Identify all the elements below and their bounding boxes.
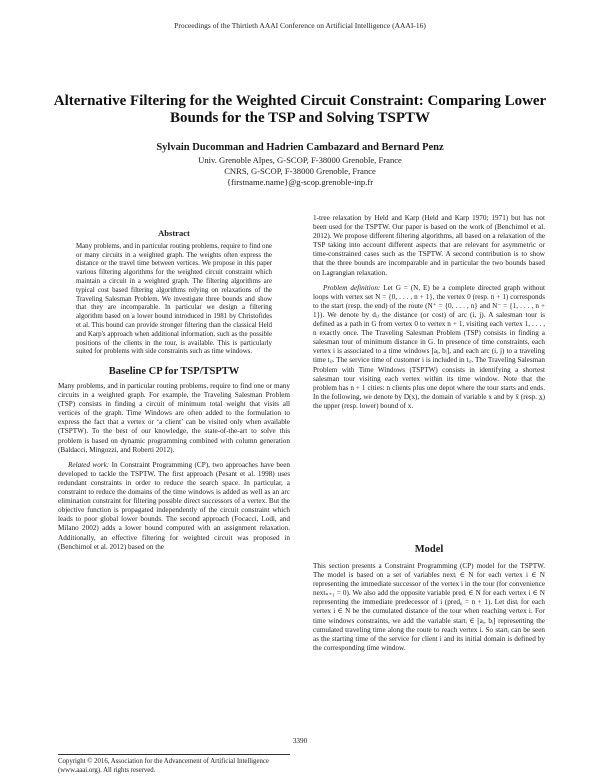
author-list: Sylvain Ducomman and Hadrien Cambazard and Bernard Penz xyxy=(156,142,444,153)
affiliations xyxy=(0,155,600,188)
related-work-paragraph xyxy=(58,461,290,552)
problem-definition-text: Let G = (N, E) be a complete directed graph without loops with vertex set N = {0, . . . , n + 1}, the vertex 0 (resp. n + 1) corresponds to the start (resp. the end) of the route (N⁺ = {0, . . . , n} and N⁻ = {1, . . . , n + 1}). We denote by dᵢⱼ the distance (or cost) of arc (i, j). A salesman tour is defined as a path in G from vertex 0 to vertex n + 1, visiting each vertex 1, . . . , n exactly once. The Traveling Salesman Problem (TSP) consists in finding a salesman tour of minimum distance in G. In presence of time constraints, each vertex i is associated to a time windows [aᵢ, bᵢ], and each arc (i, j) to a traveling time tᵢⱼ. The service time of customer i is included in tᵢⱼ. The Traveling Salesman Problem with Time Windows (TSPTW) consists in identifying a shortest salesman tour visiting each vertex within its time window. Note that the problem has n + 1 cities: n clients plus one depot where the tour starts and ends. In the following, we denote by D(x), the domain of variable x and by x̄ (resp. x̲) the upper (resp. lower) bound of x. xyxy=(313,283,545,410)
section-heading-baseline: Baseline CP for TSP/TSPTW xyxy=(108,366,240,377)
author-email: {firstname.name}@g-scop.grenoble-inp.fr xyxy=(226,177,374,187)
abstract-heading: Abstract xyxy=(158,228,190,238)
continuation-paragraph: 1-tree relaxation by Held and Karp (Held and Karp 1970; 1971) but has not been used for the TSPTW. Our paper is based on the work of (Benchimol et al. 2012). We propose different filtering algorithms, all based on a relaxation of the TSP taking into account different aspects that are relevant for asymmetric or time-constrained cases such as the TSPTW. A second contribution is to show that the three bounds are incomparable and in particular the two bounds based on Lagrangian relaxation. xyxy=(313,214,545,277)
problem-definition-lead: Problem definition: xyxy=(323,283,381,292)
copyright-notice: Copyright © 2016, Association for the Advancement of Artificial Intelligence (www.aaai.org). All rights reserved. xyxy=(58,754,290,775)
proceedings-header: Proceedings of the Thirtieth AAAI Conference on Artificial Intelligence (AAAI-16) xyxy=(174,21,426,30)
page-number: 3390 xyxy=(292,737,308,745)
affiliation-line: CNRS, G-SCOP, F-38000 Grenoble, France xyxy=(224,166,376,176)
paper-title: Alternative Filtering for the Weighted Circuit Constraint: Comparing Lower Bounds for the TSP and Solving TSPTW xyxy=(53,93,547,126)
related-work-text: In Constraint Programming (CP), two approaches have been developed to tackle the TSPTW. The first approach (Pesant et al. 1998) uses redundant constraints in order to reduce the search space. In particular, a constraint to reduce the domains of the time windows is added as well as an arc elimination constraint for filtering possible direct successors of a vertex. But the objective function is propagated independently of the circuit constraint which leads to poor global lower bounds. The second approach (Focacci, Lodi, and Milano 2002) adds a lower bound computed with an assignment relaxation. Additionally, an effective filtering for weighted circuit was proposed in (Benchimol et al. 2012) based on the xyxy=(58,460,290,551)
right-column-body xyxy=(313,214,545,411)
abstract-text: Many problems, and in particular routing problems, require to find one or many circuits in a weighted graph. The weights often express the distance or the travel time between vertices. We propose in this paper various filtering algorithms for the weighted circuit constraint which maintain a circuit in a weighted graph. The filtering algorithms are typical cost based filtering algorithms relying on relaxations of the Traveling Salesman Problem. We investigate three bounds and show that they are incomparable. In particular we design a filtering algorithm based on a lower bound introduced in 1981 by Christofides et al. This bound can provide stronger filtering than the classical Held and Karp's approach when additional information, such as the possible positions of the clients in the tour, is available. This is particularly suited for problems with side constraints such as time windows. xyxy=(76,242,272,356)
related-work-lead: Related work: xyxy=(68,460,110,469)
affiliation-line: Univ. Grenoble Alpes, G-SCOP, F-38000 Grenoble, France xyxy=(198,155,402,165)
intro-paragraph: Many problems, and in particular routing problems, require to find one or many circuits in a weighted graph. For example, the Traveling Salesman Problem (TSP) consists in finding a circuit of minimum total weight that visits all vertices of the graph. Time Windows are often added to the formulation to express the fact that a vertex or ‘a client’ can be visited only when available (TSPTW). To the best of our knowledge, the state-of-the-art to solve this problem is based on dynamic programming combined with column generation (Baldacci, Mingozzi, and Roberti 2012). xyxy=(58,382,290,454)
model-paragraph: This section presents a Constraint Programming (CP) model for the TSPTW. The model is based on a set of variables nextᵢ ∈ N for each vertex i ∈ N representing the immediate successor of the vertex i in the tour (for convenience nextₙ₊₁ = 0). We also add the opposite variable predᵢ ∈ N for each vertex i ∈ N representing the immediate predecessor of i (pred₀ = n + 1). Let distᵢ for each vertex i ∈ N be the cumulated distance of the tour when reaching vertex i. For time windows constraints, we add the variable startᵢ ∈ [aᵢ, bᵢ] representing the cumulated traveling time along the route to reach vertex i. So startᵢ can be seen as the starting time of the service for client i and its initial domain is defined by the corresponding time window. xyxy=(313,562,545,652)
model-column-body xyxy=(313,562,545,653)
problem-definition-paragraph xyxy=(313,284,545,411)
section-heading-model: Model xyxy=(414,544,444,555)
left-column-body xyxy=(58,382,290,552)
abstract-block xyxy=(76,229,272,357)
